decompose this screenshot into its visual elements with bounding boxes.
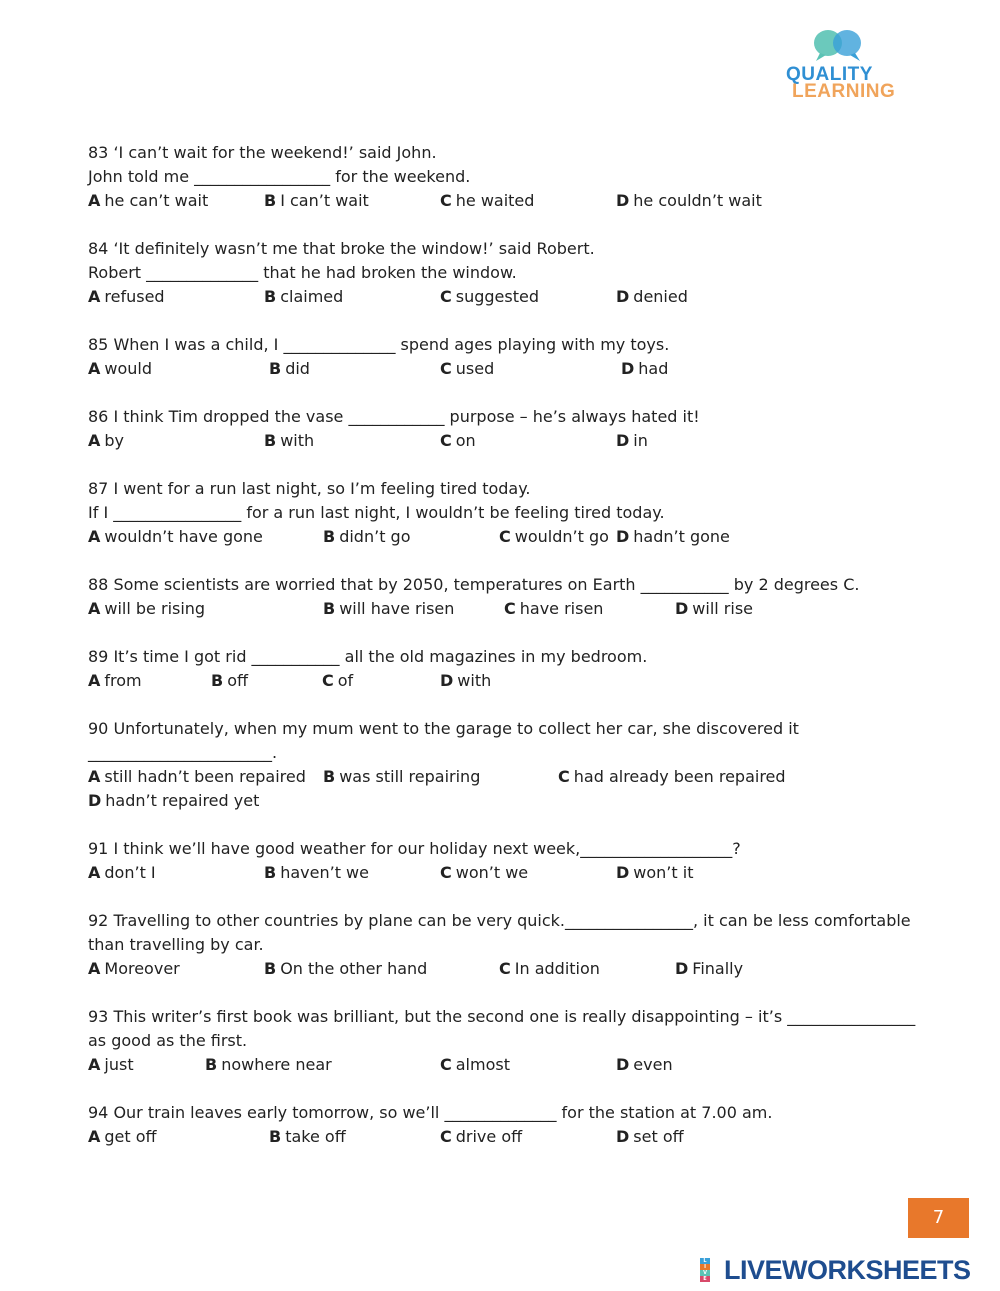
option-a[interactable] xyxy=(88,357,152,381)
option-text: haven’t we xyxy=(280,863,369,882)
option-d[interactable] xyxy=(616,429,648,453)
page-number: 7 xyxy=(908,1198,969,1238)
question-text: John told me _________________ for the weekend. xyxy=(88,167,471,186)
option-text: take off xyxy=(285,1127,346,1146)
option-c[interactable] xyxy=(440,429,476,453)
option-b[interactable] xyxy=(323,597,454,621)
option-c[interactable] xyxy=(440,1053,510,1077)
question-text: 94 Our train leaves early tomorrow, so we’ll ______________ for the station at 7.00 am. xyxy=(88,1103,773,1122)
option-text: hadn’t repaired yet xyxy=(105,791,260,810)
option-letter: B xyxy=(211,671,224,690)
option-c[interactable] xyxy=(440,285,539,309)
option-d[interactable] xyxy=(616,189,762,213)
option-letter: B xyxy=(264,287,277,306)
option-text: hadn’t gone xyxy=(633,527,730,546)
option-text: from xyxy=(104,671,142,690)
option-text: set off xyxy=(633,1127,684,1146)
option-b[interactable] xyxy=(264,189,369,213)
option-letter: C xyxy=(440,431,452,450)
option-text: used xyxy=(455,359,495,378)
option-a[interactable] xyxy=(88,597,205,621)
option-a[interactable] xyxy=(88,1125,157,1149)
option-letter: C xyxy=(440,359,452,378)
option-text: I can’t wait xyxy=(280,191,369,210)
option-c[interactable] xyxy=(558,765,786,789)
option-c[interactable] xyxy=(322,669,353,693)
option-text: will have risen xyxy=(339,599,455,618)
option-letter: B xyxy=(269,1127,282,1146)
option-text: just xyxy=(104,1055,134,1074)
option-text: claimed xyxy=(280,287,344,306)
option-d[interactable] xyxy=(616,1125,684,1149)
option-letter: C xyxy=(440,1127,452,1146)
option-text: nowhere near xyxy=(221,1055,332,1074)
option-text: did xyxy=(285,359,310,378)
question-text: than travelling by car. xyxy=(88,935,264,954)
option-d[interactable] xyxy=(616,285,688,309)
question-84 xyxy=(88,237,918,309)
option-letter: D xyxy=(616,191,630,210)
option-letter: A xyxy=(88,671,101,690)
option-text: On the other hand xyxy=(280,959,428,978)
option-text: with xyxy=(457,671,492,690)
option-letter: B xyxy=(205,1055,218,1074)
question-text: 87 I went for a run last night, so I’m feeling tired today. xyxy=(88,479,531,498)
option-b[interactable] xyxy=(269,1125,346,1149)
option-a[interactable] xyxy=(88,765,306,789)
option-row xyxy=(88,1053,918,1077)
option-letter: D xyxy=(88,791,102,810)
question-text: 85 When I was a child, I ______________ spend ages playing with my toys. xyxy=(88,335,670,354)
option-letter: C xyxy=(440,191,452,210)
option-letter: A xyxy=(88,431,101,450)
quality-learning-logo xyxy=(786,28,916,108)
option-text: have risen xyxy=(519,599,604,618)
option-b[interactable] xyxy=(264,285,343,309)
option-letter: D xyxy=(675,599,689,618)
question-92 xyxy=(88,909,918,981)
option-row xyxy=(88,525,918,549)
question-list xyxy=(88,141,918,1173)
option-letter: A xyxy=(88,191,101,210)
option-letter: C xyxy=(499,959,511,978)
option-letter: D xyxy=(616,527,630,546)
option-d[interactable] xyxy=(675,957,743,981)
option-text: on xyxy=(455,431,476,450)
option-text: almost xyxy=(455,1055,510,1074)
option-letter: B xyxy=(264,863,277,882)
option-d[interactable] xyxy=(616,1053,673,1077)
question-86 xyxy=(88,405,918,453)
option-letter: D xyxy=(675,959,689,978)
option-letter: D xyxy=(616,431,630,450)
option-b[interactable] xyxy=(323,525,411,549)
question-85 xyxy=(88,333,918,381)
option-b[interactable] xyxy=(205,1053,332,1077)
question-83 xyxy=(88,141,918,213)
option-text: with xyxy=(280,431,315,450)
option-c[interactable] xyxy=(440,357,494,381)
option-letter: D xyxy=(616,287,630,306)
question-88 xyxy=(88,573,918,621)
option-text: In addition xyxy=(514,959,600,978)
question-93 xyxy=(88,1005,918,1077)
option-row xyxy=(88,285,918,309)
option-letter: A xyxy=(88,599,101,618)
question-text: Robert ______________ that he had broken the window. xyxy=(88,263,517,282)
option-d[interactable] xyxy=(621,357,668,381)
option-a[interactable] xyxy=(88,285,165,309)
question-text: as good as the first. xyxy=(88,1031,248,1050)
option-letter: D xyxy=(440,671,454,690)
speech-bubbles-icon xyxy=(810,28,866,64)
option-a[interactable] xyxy=(88,189,208,213)
option-text: of xyxy=(337,671,354,690)
option-text: denied xyxy=(633,287,688,306)
option-d[interactable] xyxy=(616,525,730,549)
option-b[interactable] xyxy=(269,357,310,381)
option-letter: A xyxy=(88,863,101,882)
option-b[interactable] xyxy=(323,765,480,789)
option-letter: C xyxy=(504,599,516,618)
option-letter: A xyxy=(88,287,101,306)
option-d[interactable] xyxy=(88,789,259,813)
option-letter: B xyxy=(264,431,277,450)
option-letter: C xyxy=(322,671,334,690)
option-text: will rise xyxy=(692,599,753,618)
option-letter: B xyxy=(264,191,277,210)
badge-letter: L xyxy=(700,1258,710,1264)
question-text: 93 This writer’s first book was brilliant, but the second one is really disappointing – it’s ________________ xyxy=(88,1007,916,1026)
option-b[interactable] xyxy=(264,429,314,453)
option-text: wouldn’t go xyxy=(514,527,609,546)
option-b[interactable] xyxy=(264,861,369,885)
option-c[interactable] xyxy=(504,597,603,621)
option-letter: D xyxy=(621,359,635,378)
option-text: will be rising xyxy=(104,599,206,618)
option-row xyxy=(88,789,918,813)
badge-letter: V xyxy=(700,1270,710,1276)
option-c[interactable] xyxy=(499,957,600,981)
option-a[interactable] xyxy=(88,957,180,981)
option-row xyxy=(88,765,918,789)
option-letter: A xyxy=(88,1055,101,1074)
option-b[interactable] xyxy=(264,957,427,981)
option-text: wouldn’t have gone xyxy=(104,527,263,546)
option-a[interactable] xyxy=(88,669,142,693)
option-text: in xyxy=(633,431,648,450)
option-row xyxy=(88,189,918,213)
question-text: 88 Some scientists are worried that by 2050, temperatures on Earth ___________ by 2 degrees C. xyxy=(88,575,860,594)
option-text: won’t it xyxy=(633,863,694,882)
option-a[interactable] xyxy=(88,525,263,549)
option-text: had xyxy=(638,359,669,378)
option-row xyxy=(88,957,918,981)
question-text: 92 Travelling to other countries by plane can be very quick.________________, it can be less comfortable xyxy=(88,911,911,930)
option-letter: B xyxy=(323,599,336,618)
question-text: _______________________. xyxy=(88,743,278,762)
question-text: 89 It’s time I got rid ___________ all the old magazines in my bedroom. xyxy=(88,647,648,666)
option-row xyxy=(88,597,918,621)
option-letter: A xyxy=(88,1127,101,1146)
option-text: suggested xyxy=(455,287,539,306)
option-text: won’t we xyxy=(455,863,529,882)
option-row xyxy=(88,1125,918,1149)
badge-letter: E xyxy=(700,1276,710,1282)
option-text: he waited xyxy=(455,191,535,210)
option-row xyxy=(88,429,918,453)
option-text: get off xyxy=(104,1127,157,1146)
question-89 xyxy=(88,645,918,693)
option-text: off xyxy=(227,671,249,690)
option-b[interactable] xyxy=(211,669,248,693)
option-letter: A xyxy=(88,359,101,378)
option-letter: C xyxy=(499,527,511,546)
option-text: refused xyxy=(104,287,165,306)
option-d[interactable] xyxy=(675,597,753,621)
option-c[interactable] xyxy=(499,525,609,549)
question-87 xyxy=(88,477,918,549)
option-c[interactable] xyxy=(440,189,534,213)
option-row xyxy=(88,669,918,693)
option-text: by xyxy=(104,431,125,450)
option-letter: C xyxy=(558,767,570,786)
option-letter: D xyxy=(616,863,630,882)
question-text: 91 I think we’ll have good weather for our holiday next week,___________________? xyxy=(88,839,741,858)
option-a[interactable] xyxy=(88,1053,134,1077)
question-text: 90 Unfortunately, when my mum went to the garage to collect her car, she discovered it xyxy=(88,719,799,738)
option-letter: D xyxy=(616,1055,630,1074)
question-90 xyxy=(88,717,918,813)
question-text: 83 ‘I can’t wait for the weekend!’ said John. xyxy=(88,143,437,162)
question-text: 86 I think Tim dropped the vase ____________ purpose – he’s always hated it! xyxy=(88,407,700,426)
option-letter: C xyxy=(440,287,452,306)
option-a[interactable] xyxy=(88,861,156,885)
option-text: don’t I xyxy=(104,863,156,882)
option-d[interactable] xyxy=(616,861,693,885)
option-text: Moreover xyxy=(104,959,180,978)
option-text: he can’t wait xyxy=(104,191,209,210)
option-text: was still repairing xyxy=(339,767,481,786)
option-row xyxy=(88,357,918,381)
liveworksheets-brand: LIVEWORKSHEETS xyxy=(724,1255,971,1285)
option-text: Finally xyxy=(692,959,744,978)
option-letter: A xyxy=(88,959,101,978)
option-text: still hadn’t been repaired xyxy=(104,767,306,786)
option-text: even xyxy=(633,1055,673,1074)
option-d[interactable] xyxy=(440,669,491,693)
option-c[interactable] xyxy=(440,1125,522,1149)
option-c[interactable] xyxy=(440,861,528,885)
question-91 xyxy=(88,837,918,885)
option-a[interactable] xyxy=(88,429,124,453)
question-94 xyxy=(88,1101,918,1149)
logo-learning: LEARNING xyxy=(792,81,896,102)
option-text: had already been repaired xyxy=(573,767,786,786)
option-text: drive off xyxy=(455,1127,523,1146)
option-letter: C xyxy=(440,863,452,882)
option-letter: B xyxy=(323,767,336,786)
option-letter: B xyxy=(269,359,282,378)
question-text: 84 ‘It definitely wasn’t me that broke the window!’ said Robert. xyxy=(88,239,595,258)
option-text: would xyxy=(104,359,153,378)
option-letter: B xyxy=(323,527,336,546)
option-letter: A xyxy=(88,767,101,786)
option-text: didn’t go xyxy=(339,527,411,546)
option-letter: C xyxy=(440,1055,452,1074)
option-letter: B xyxy=(264,959,277,978)
option-row xyxy=(88,861,918,885)
question-text: If I ________________ for a run last night, I wouldn’t be feeling tired today. xyxy=(88,503,665,522)
badge-letter: I xyxy=(700,1264,710,1270)
option-text: he couldn’t wait xyxy=(633,191,762,210)
option-letter: A xyxy=(88,527,101,546)
option-letter: D xyxy=(616,1127,630,1146)
logo-quality: QUALITY xyxy=(786,64,873,85)
